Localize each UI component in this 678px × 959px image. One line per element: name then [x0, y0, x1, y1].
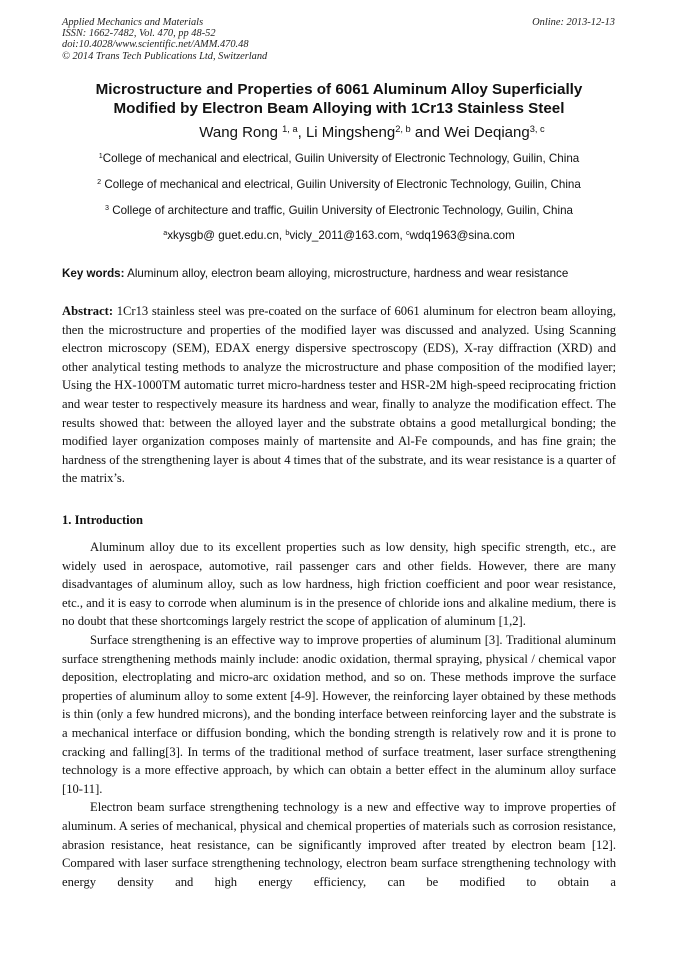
- paragraph: Electron beam surface strengthening technology is a new and effective way to improve properties of aluminum. A series of mechanical, physical and chemical properties of materials such as corrosion resistance, abrasion resistance, heat resistance, can be significantly improved after treated by electron beam [12]. Compared with laser surface strengthening technology, electron beam surface strengthening technology with energy density and high energy efficiency, can be modified to obtain a: [62, 800, 616, 889]
- paragraph: Aluminum alloy due to its excellent properties such as low density, high specific strength, etc., are widely used in aerospace, automotive, rail passenger cars and other fields. However, there are many disadvantages of aluminum alloy, such as low hardness, high friction coefficient and poor wear resistance, etc., and it is easy to corrode when aluminum is in the presence of chloride ions and alkaline medium, there is no doubt that these shortcomings largely restrict the scope of application of aluminum [1,2].: [62, 540, 616, 629]
- email-marker: c: [405, 228, 410, 238]
- email-marker: a: [163, 228, 168, 238]
- keywords-text: Aluminum alloy, electron beam alloying, microstructure, hardness and wear resistance: [124, 267, 569, 280]
- abstract-text: 1Cr13 stainless steel was pre-coated on the surface of 6061 aluminum for electron beam alloying, then the microstructure and properties of the modified layer was discussed and analyzed. Using Scanning electron microscopy (SEM), EDAX energy dispersive spectroscopy (EDS), X-ray diffraction (XRD) and other analytical testing methods to analyze the microstructure and phase composition of the modified layer; Using the HX-1000TM automatic turret micro-hardness tester and HSR-2M high-speed reciprocating friction and wear tester to respectively measure its hardness and wear, finally to analyze the modification effect. The results showed that: between the alloyed layer and the substrate obtains a good metallurgical bonding; the modified layer organization composes mainly of martensite and Al-Fe compounds, and has fine grain; the hardness of the strengthening layer is about 4 times that of the substrate, and its wear resistance is a quarter of the matrix’s.: [62, 304, 616, 486]
- email-link[interactable]: wdq1963@sina.com: [409, 229, 515, 242]
- keywords: [62, 267, 622, 281]
- author-emails: [40, 229, 638, 243]
- issn-volume: ISSN: 1662-7482, Vol. 470, pp 48-52: [62, 28, 216, 40]
- author-name: Li Mingsheng: [305, 124, 396, 141]
- author-separator: and: [410, 124, 445, 141]
- section-heading-introduction: 1. Introduction: [62, 513, 143, 527]
- affiliation-marker: 2: [97, 177, 102, 187]
- journal-info: [62, 17, 267, 62]
- title-line-1: Microstructure and Properties of 6061 Aluminum Alloy Superficially: [95, 81, 583, 98]
- email-link[interactable]: vicly_2011@163.com,: [289, 229, 406, 242]
- introduction-body: [62, 538, 616, 891]
- paragraph: Surface strengthening is an effective way to improve properties of aluminum [3]. Traditional aluminum surface strengthening methods mainly include: anodic oxidation, thermal spraying, physical / chemical vapor deposition, electroplating and micro-arc oxidation method, and so on. These methods improve the surface properties of aluminum alloy to some extent [4-9]. However, the reinforcing layer obtained by these methods is thin (only a few hundred microns), and the bonding interface between reinforcing layer and the substrate is a mechanical interface or diffusion bonding, which the bonding strength is relatively row and it is prone to cracking and falling[3]. In terms of the traditional method of surface treatment, laser surface strengthening technology is a more effective approach, by which can obtain a better effect in the aluminum alloy surface [10-11].: [62, 632, 616, 796]
- author-name: Wang Rong: [199, 124, 283, 141]
- title-line-2: Modified by Electron Beam Alloying with 1Cr13 Stainless Steel: [113, 100, 565, 117]
- affiliation-text: College of mechanical and electrical, Guilin University of Electronic Technology, Guilin, China: [102, 152, 580, 165]
- author-name: Wei Deqiang: [444, 124, 530, 141]
- doi[interactable]: doi:10.4028/www.scientific.net/AMM.470.48: [62, 39, 249, 51]
- journal-name: Applied Mechanics and Materials: [62, 17, 204, 28]
- abstract: [62, 302, 616, 488]
- affiliation-2: [40, 178, 638, 192]
- affiliation-1: [40, 152, 638, 166]
- email-marker: b: [285, 228, 290, 238]
- affiliation-text: College of architecture and traffic, Guilin University of Electronic Technology, Guilin, China: [109, 204, 573, 217]
- online-date: Online: 2013-12-13: [532, 17, 615, 28]
- paper-title: [40, 80, 638, 118]
- abstract-label: Abstract:: [62, 304, 114, 318]
- affiliation-text: College of mechanical and electrical, Guilin University of Electronic Technology, Guilin, China: [101, 178, 581, 191]
- author-affiliation-marker: 1, a: [282, 123, 298, 134]
- keywords-label: Key words:: [62, 267, 125, 280]
- copyright: © 2014 Trans Tech Publications Ltd, Switzerland: [62, 50, 268, 62]
- author-list: [40, 123, 638, 143]
- author-separator: ,: [297, 124, 306, 141]
- author-affiliation-marker: 2, b: [395, 123, 411, 134]
- affiliation-marker: 1: [98, 151, 103, 161]
- author-affiliation-marker: 3, c: [529, 123, 545, 134]
- affiliation-marker: 3: [105, 203, 109, 213]
- email-link[interactable]: xkysgb@ guet.edu.cn,: [167, 229, 286, 242]
- affiliation-3: [40, 204, 638, 218]
